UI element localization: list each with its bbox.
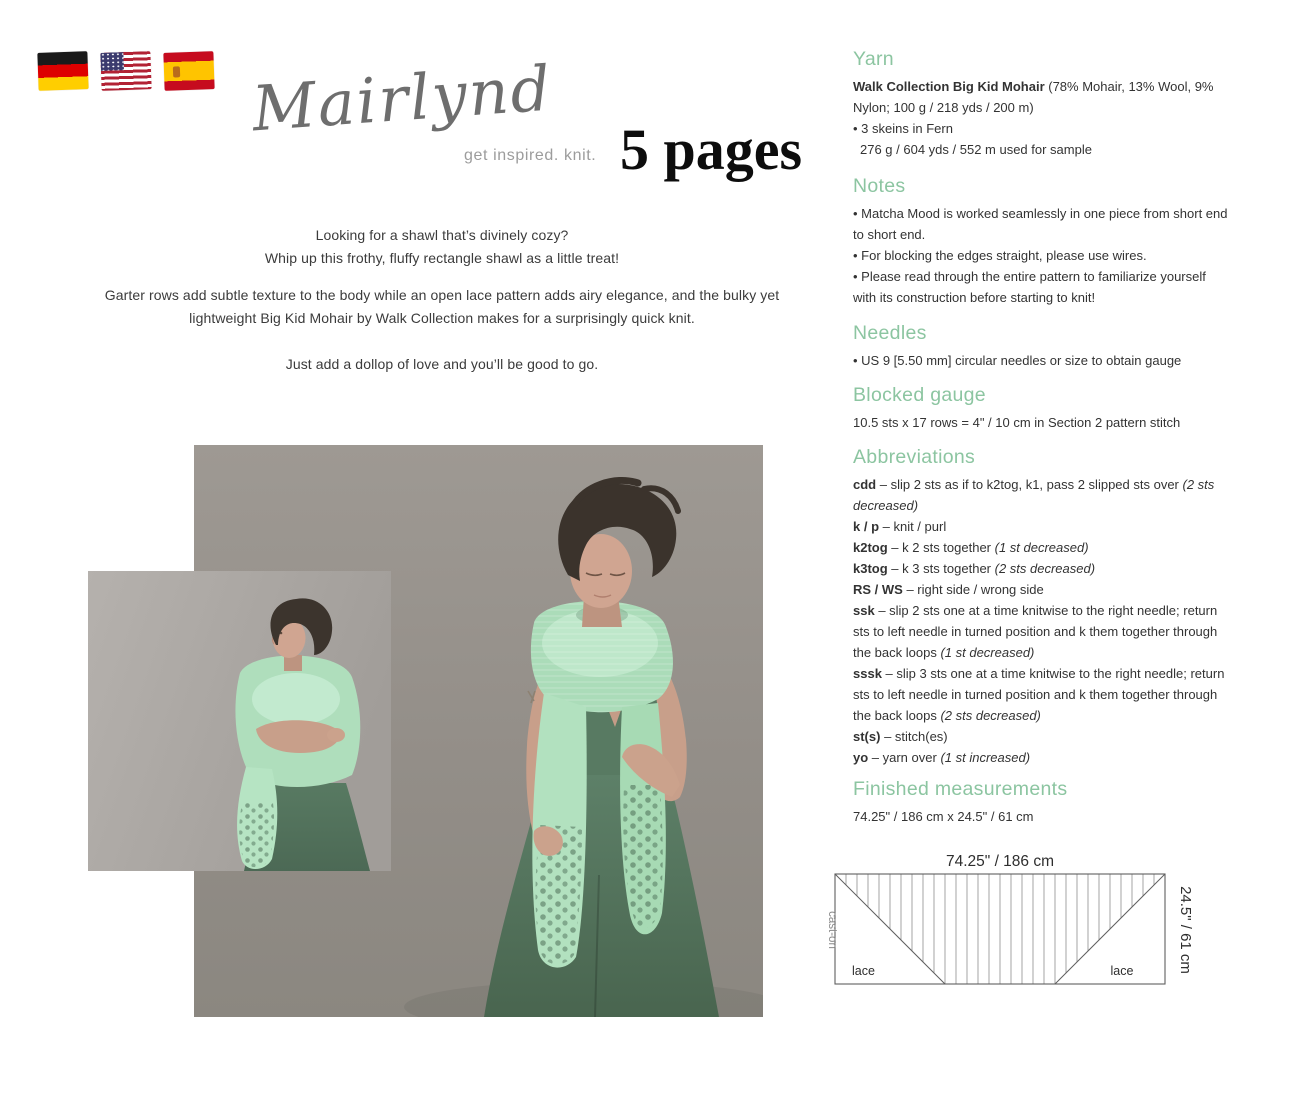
intro-paragraph-3: Just add a dollop of love and you’ll be good to go. [285, 356, 599, 372]
abbr-term: st(s) [853, 729, 881, 744]
abbr-def: – k 2 sts together [887, 540, 995, 555]
abbr-def: – knit / purl [879, 519, 947, 534]
abbr-term: k3tog [853, 561, 888, 576]
schematic-lace-left-label: lace [852, 964, 875, 978]
schematic-width-label: 74.25" / 186 cm [945, 853, 1055, 870]
abbr-note: (1 st decreased) [940, 645, 1035, 660]
brand-logo: Mairlynd [249, 51, 555, 146]
german-flag-icon [37, 51, 88, 91]
schematic-height-label: 24.5" / 61 cm [1177, 886, 1194, 974]
intro-line-1: Looking for a shawl that’s divinely cozy? [315, 227, 569, 243]
abbreviation-item [853, 747, 1231, 768]
yarn-skeins: • 3 skeins in Fern [853, 121, 953, 136]
abbreviation-item [853, 537, 1231, 558]
needles-spec: • US 9 [5.50 mm] circular needles or size to obtain gauge [853, 353, 1182, 368]
gauge-heading: Blocked gauge [853, 384, 986, 406]
abbreviation-item [853, 579, 1231, 600]
schematic-cast-on-label: cast-on [826, 911, 838, 949]
abbreviation-item [853, 726, 1231, 747]
spanish-flag-icon [163, 51, 214, 91]
abbr-note: (2 sts decreased) [994, 561, 1096, 576]
intro-line-2: Whip up this frothy, fluffy rectangle shawl as a little treat! [264, 250, 620, 266]
abbreviation-item [853, 474, 1231, 516]
abbr-def: – right side / wrong side [902, 582, 1044, 597]
section-finished-measurements [853, 778, 1231, 827]
photo-small [88, 571, 391, 871]
schematic-lace-right-label: lace [1110, 964, 1134, 978]
brand-tagline: get inspired. knit. [464, 147, 597, 164]
abbr-def: – k 3 sts together [887, 561, 995, 576]
abbreviation-item [853, 516, 1231, 537]
section-notes [853, 175, 1231, 308]
abbreviation-item [853, 558, 1231, 579]
yarn-name: Walk Collection Big Kid Mohair [853, 79, 1045, 94]
us-flag-canton [100, 52, 123, 71]
shawl-schematic [815, 852, 1215, 1002]
language-flags [38, 52, 214, 90]
abbr-term: cdd [853, 477, 877, 492]
abbr-note: (1 st increased) [940, 750, 1031, 765]
abbr-def: – slip 2 sts one at a time knitwise to the right needle; return sts to left needle in turned position and k them together through the back loops [853, 603, 1218, 660]
abbr-term: RS / WS [853, 582, 903, 597]
abbr-def: – slip 2 sts as if to k2tog, k1, pass 2 slipped sts over [876, 477, 1183, 492]
abbr-term: yo [853, 750, 869, 765]
needles-heading: Needles [853, 322, 927, 344]
note-item: • Please read through the entire pattern to familiarize yourself with its construction before starting to knit! [853, 269, 1206, 305]
us-flag-icon [100, 51, 151, 91]
abbr-def: – stitch(es) [880, 729, 948, 744]
abbr-term: k / p [853, 519, 880, 534]
intro-text [92, 224, 792, 376]
schematic-hatch [846, 874, 1154, 984]
abbr-note: (1 st decreased) [994, 540, 1089, 555]
abbr-def: – slip 3 sts one at a time knitwise to the right needle; return sts to left needle in turned position and k them together through the back loops [853, 666, 1225, 723]
abbreviation-item [853, 663, 1231, 726]
abbr-def: – yarn over [868, 750, 941, 765]
abbreviation-item [853, 600, 1231, 663]
abbr-term: ssk [853, 603, 875, 618]
finished-measurements-value: 74.25" / 186 cm x 24.5" / 61 cm [853, 809, 1034, 824]
section-abbreviations [853, 446, 1231, 768]
note-item: • For blocking the edges straight, please use wires. [853, 248, 1147, 263]
section-blocked-gauge [853, 384, 1231, 433]
abbr-term: k2tog [853, 540, 888, 555]
yarn-amount-used: 276 g / 604 yds / 552 m used for sample [860, 142, 1092, 157]
intro-paragraph-2: Garter rows add subtle texture to the body while an open lace pattern adds airy elegance, and the bulky yet lightweight Big Kid Mohair by Walk Collection makes for a surprisingly quick knit. [104, 287, 780, 326]
yarn-name-line [853, 76, 1231, 118]
section-needles [853, 322, 1231, 371]
gauge-spec: 10.5 sts x 17 rows = 4" / 10 cm in Section 2 pattern stitch [853, 415, 1181, 430]
finished-measurements-heading: Finished measurements [853, 778, 1068, 800]
page-count-note: 5 pages [620, 117, 803, 182]
section-yarn [853, 48, 1231, 160]
abbreviations-heading: Abbreviations [853, 446, 976, 468]
spain-emblem [173, 66, 180, 77]
note-item: • Matcha Mood is worked seamlessly in one piece from short end to short end. [853, 206, 1228, 242]
yarn-fiber-content: (78% Mohair, 13% Wool, 9% Nylon; 100 g / 218 yds / 200 m) [853, 79, 1214, 115]
notes-heading: Notes [853, 175, 906, 197]
model-illustration-small [88, 571, 391, 871]
abbr-term: sssk [853, 666, 882, 681]
abbr-note: (2 sts decreased) [853, 477, 1215, 513]
abbr-note: (2 sts decreased) [940, 708, 1041, 723]
yarn-heading: Yarn [853, 48, 894, 70]
